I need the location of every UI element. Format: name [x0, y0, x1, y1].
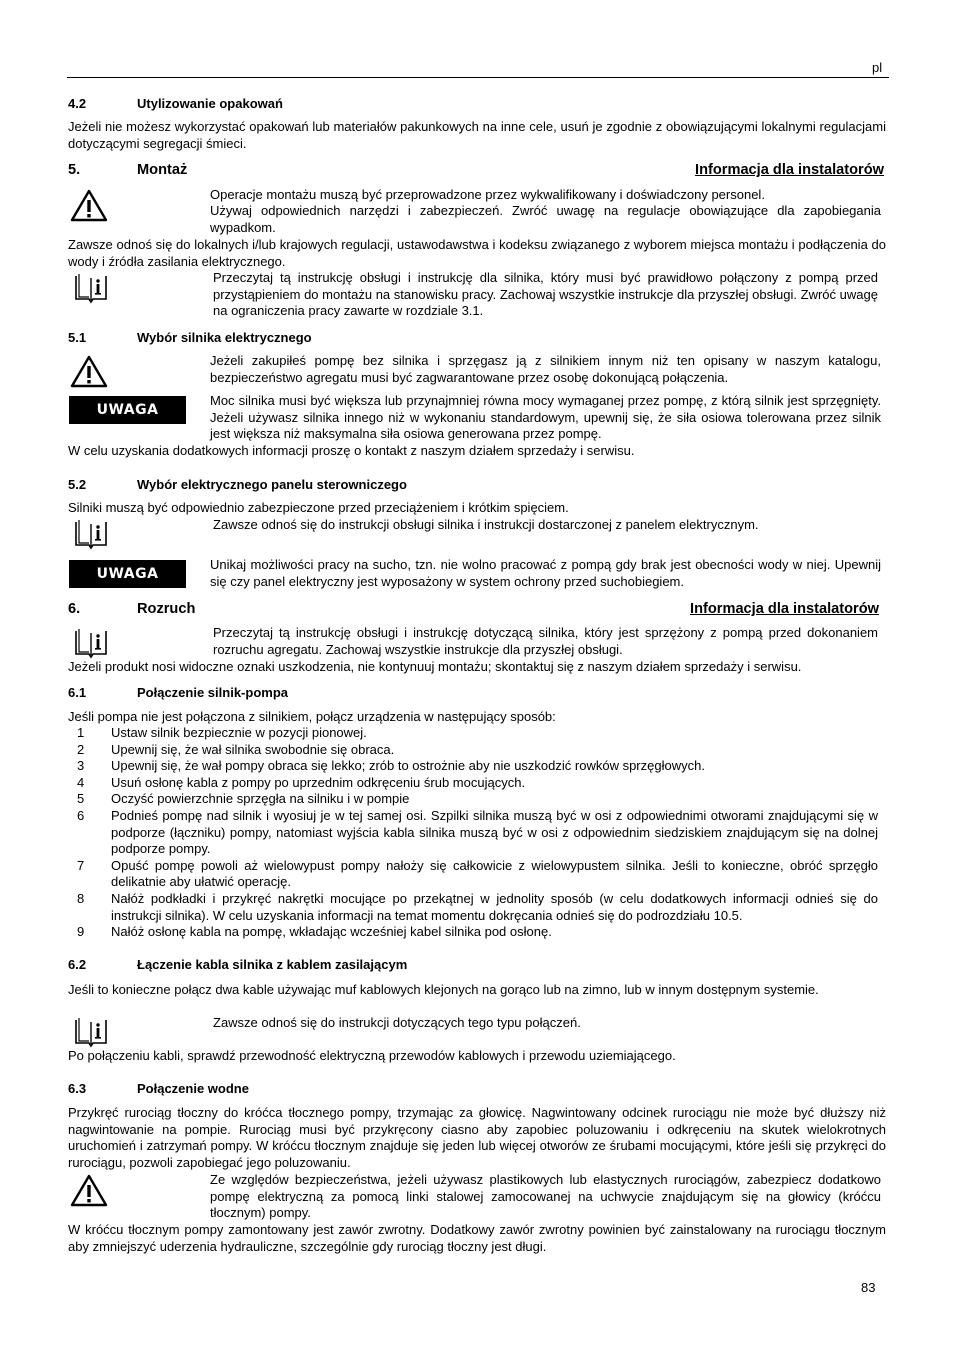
list-item: [68, 858, 878, 891]
language-code: pl: [872, 60, 883, 75]
caution-badge: UWAGA: [69, 396, 186, 424]
section-number: 4.2: [68, 96, 87, 111]
section-title: Utylizowanie opakowań: [137, 96, 283, 111]
manual-note-text: Zawsze odnoś się do instrukcji dotyczących tego typu połączeń.: [213, 1015, 581, 1030]
list-item: [68, 791, 878, 808]
step-text: Oczyść powierzchnie sprzęgła na silniku i w pompie: [111, 791, 410, 807]
section-title: Łączenie kabla silnika z kablem zasilającym: [137, 957, 408, 972]
section-number: 5.1: [68, 330, 87, 345]
paragraph: Przykręć rurociąg tłoczny do króćca tłocznego pompy, trzymając za głowicę. Nagwintowany odcinek rurociągu nie może być dłuższy niż nagwintowanie na pompie. Rurociąg musi być przykręcony ciasno aby zapobiec poluzowaniu i odkręceniu na skutek wielokrotnych uruchomień i zatrzymań pompy. W króćcu tłocznym znajduje się jeden lub więcej otworów ze śrubami mocującymi, które jeśli się przykręci do rurociągu, pozwoli zapobiegać jego poluzowaniu.: [68, 1105, 886, 1170]
paragraph: Zawsze odnoś się do lokalnych i/lub krajowych regulacji, ustawodawstwa i kodeksu związanego z wyborem miejsca montażu i podłączenia do wody i źródła zasilania elektrycznego.: [68, 237, 886, 269]
chapter-number: 5.: [68, 162, 81, 178]
warning-text: Używaj odpowiednich narzędzi i zabezpieczeń. Zwróć uwagę na regulacje obowiązujące dla zapobiegania wypadkom.: [210, 203, 881, 235]
paragraph: Jeżeli nie możesz wykorzystać opakowań lub materiałów pakunkowych na inne cele, usuń je zgodnie z obowiązującymi lokalnymi regulacjami dotyczącymi segregacji śmieci.: [68, 119, 886, 151]
step-number: 3: [77, 758, 85, 774]
step-list: [68, 725, 878, 941]
paragraph: W króćcu tłocznym pompy zamontowany jest zawór zwrotny. Dodatkowy zawór zwrotny powinien być zainstalowany na rurociągu tłocznym aby zmniejszyć uderzenia hydrauliczne, szczególnie gdy rurociąg tłoczny jest długi.: [68, 1222, 886, 1254]
step-text: Podnieś pompę nad silnik i wyosiuj je w tej samej osi. Szpilki silnika muszą być w osi z odpowiednimi otworami znajdującymi się w podporze (łączniku) pompy, natomiast wyjścia kabla silnika muszą być w osi z odpowiednim siedziskiem znajdującym się na dolnej podporze pompy.: [111, 807, 878, 857]
paragraph: W celu uzyskania dodatkowych informacji proszę o kontakt z naszym działem sprzedaży i serwisu.: [68, 443, 635, 458]
chapter-number: 6.: [68, 601, 81, 617]
step-number: 8: [77, 890, 85, 906]
paragraph: Jeśli pompa nie jest połączona z silnikiem, połącz urządzenia w następujący sposób:: [68, 709, 556, 724]
manual-note-text: Przeczytaj tą instrukcję obsługi i instrukcję dla silnika, który musi być prawidłowo połączony z pompą przed przystąpieniem do montażu na stanowisku pracy. Zachowaj wszystkie instrukcje dla przyszłej obsługi. Zwróć uwagę na ograniczenia pracy zawarte w rozdziale 3.1.: [213, 270, 878, 319]
paragraph: Silniki muszą być odpowiednio zabezpieczone przed przeciążeniem i krótkim spięciem.: [68, 500, 569, 515]
list-item: [68, 891, 878, 924]
manual-book-icon: [73, 272, 109, 304]
step-number: 6: [77, 807, 85, 823]
manual-book-icon: [73, 518, 109, 550]
list-item: [68, 742, 878, 759]
paragraph: Jeżeli produkt nosi widoczne oznaki uszkodzenia, nie kontynuuj montażu; skontaktuj się z naszym działem sprzedaży i serwisu.: [68, 659, 802, 674]
manual-book-icon: [73, 1016, 109, 1048]
chapter-title: Rozruch: [137, 601, 196, 617]
section-title: Wybór elektrycznego panelu sterowniczego: [137, 477, 407, 492]
step-number: 9: [77, 924, 85, 940]
chapter-title: Montaż: [137, 162, 188, 178]
warning-text: Jeżeli zakupiłeś pompę bez silnika i sprzęgasz ją z silnikiem innym niż ten opisany w naszym katalogu, bezpieczeństwo agregatu musi być zagwarantowane przez osobę dokonującą połączenia.: [210, 353, 881, 385]
step-text: Ustaw silnik bezpiecznie w pozycji pionowej.: [111, 725, 367, 740]
manual-note-text: Przeczytaj tą instrukcję obsługi i instrukcję dotyczącą silnika, który jest sprzężony z pompą przed dokonaniem rozruchu agregatu. Zachowaj wszystkie instrukcje dla przyszłej obsługi.: [213, 625, 878, 657]
section-number: 5.2: [68, 477, 87, 492]
chapter-audience: Informacja dla instalatorów: [695, 162, 884, 178]
step-text: Opuść pompę powoli aż wielowypust pompy nałoży się całkowicie z wielowypustem silnika. Jeśli to konieczne, obróć sprzęgło delikatnie aby ułatwić operację.: [111, 857, 878, 890]
section-title: Połączenie wodne: [137, 1081, 249, 1096]
step-number: 1: [77, 725, 85, 740]
section-number: 6.2: [68, 957, 87, 972]
warning-icon: [70, 1174, 108, 1208]
list-item: [68, 924, 878, 941]
warning-icon: [70, 355, 108, 389]
chapter-audience: Informacja dla instalatorów: [690, 601, 879, 617]
step-number: 4: [77, 774, 85, 790]
caution-text: Moc silnika musi być większa lub przynajmniej równa mocy wymaganej przez pompę, z którą silnik jest sprzęgnięty. Jeżeli używasz silnika innego niż w wykonaniu standardowym, upewnij się, że siła osiowa tolerowana przez silnik jest większa niż maksymalna siła osiowa generowana przez pompę.: [210, 393, 881, 442]
step-number: 5: [77, 791, 85, 807]
manual-book-icon: [73, 627, 109, 659]
section-title: Wybór silnika elektrycznego: [137, 330, 312, 345]
section-number: 6.3: [68, 1081, 87, 1096]
section-number: 6.1: [68, 685, 87, 700]
warning-text: Operacje montażu muszą być przeprowadzone przez wykwalifikowany i doświadczony personel.: [210, 187, 765, 202]
list-item: [68, 808, 878, 858]
step-number: 2: [77, 741, 85, 757]
step-text: Upewnij się, że wał pompy obraca się lekko; zrób to ostrożnie aby nie uszkodzić rowków sprzęgłowych.: [111, 758, 705, 774]
warning-icon: [70, 189, 108, 223]
warning-text: Ze względów bezpieczeństwa, jeżeli używasz plastikowych lub elastycznych rurociągów, zabezpiecz dodatkowo pompę elektryczną za pomocą linki stalowej zamocowanej na uchwycie znajdującym się na głowicy (króćcu tłocznym) pompy.: [210, 1172, 881, 1221]
paragraph: Po połączeniu kabli, sprawdź przewodność elektryczną przewodów kablowych i przewodu uziemiającego.: [68, 1048, 676, 1063]
page-number: 83: [861, 1280, 876, 1295]
section-title: Połączenie silnik-pompa: [137, 685, 288, 700]
step-text: Usuń osłonę kabla z pompy po uprzednim odkręceniu śrub mocujących.: [111, 774, 526, 790]
step-text: Nałóż osłonę kabla na pompę, wkładając wcześniej kabel silnika pod osłonę.: [111, 924, 552, 940]
list-item: [68, 725, 878, 742]
paragraph: Jeśli to konieczne połącz dwa kable używając muf kablowych klejonych na gorąco lub na zimno, lub w innym dostępnym systemie.: [68, 982, 819, 997]
list-item: [68, 758, 878, 775]
list-item: [68, 775, 878, 792]
caution-badge: UWAGA: [69, 560, 186, 588]
step-text: Upewnij się, że wał silnika swobodnie się obraca.: [111, 741, 395, 757]
step-text: Nałóż podkładki i przykręć nakrętki mocujące po przekątnej w jednolity sposób (w celu dodatkowych informacji odnieś się do instrukcji silnika). W celu uzyskania informacji na temat momentu dokręcania odnieś się do podrozdziału 10.5.: [111, 890, 878, 923]
caution-text: Unikaj możliwości pracy na sucho, tzn. nie wolno pracować z pompą gdy brak jest obecności wody w niej. Upewnij się czy panel elektryczny jest wyposażony w system ochrony przed suchobiegiem.: [210, 557, 881, 589]
step-number: 7: [77, 857, 85, 873]
header-rule: [67, 77, 889, 78]
manual-note-text: Zawsze odnoś się do instrukcji obsługi silnika i instrukcji dostarczonej z panelem elektrycznym.: [213, 517, 759, 532]
